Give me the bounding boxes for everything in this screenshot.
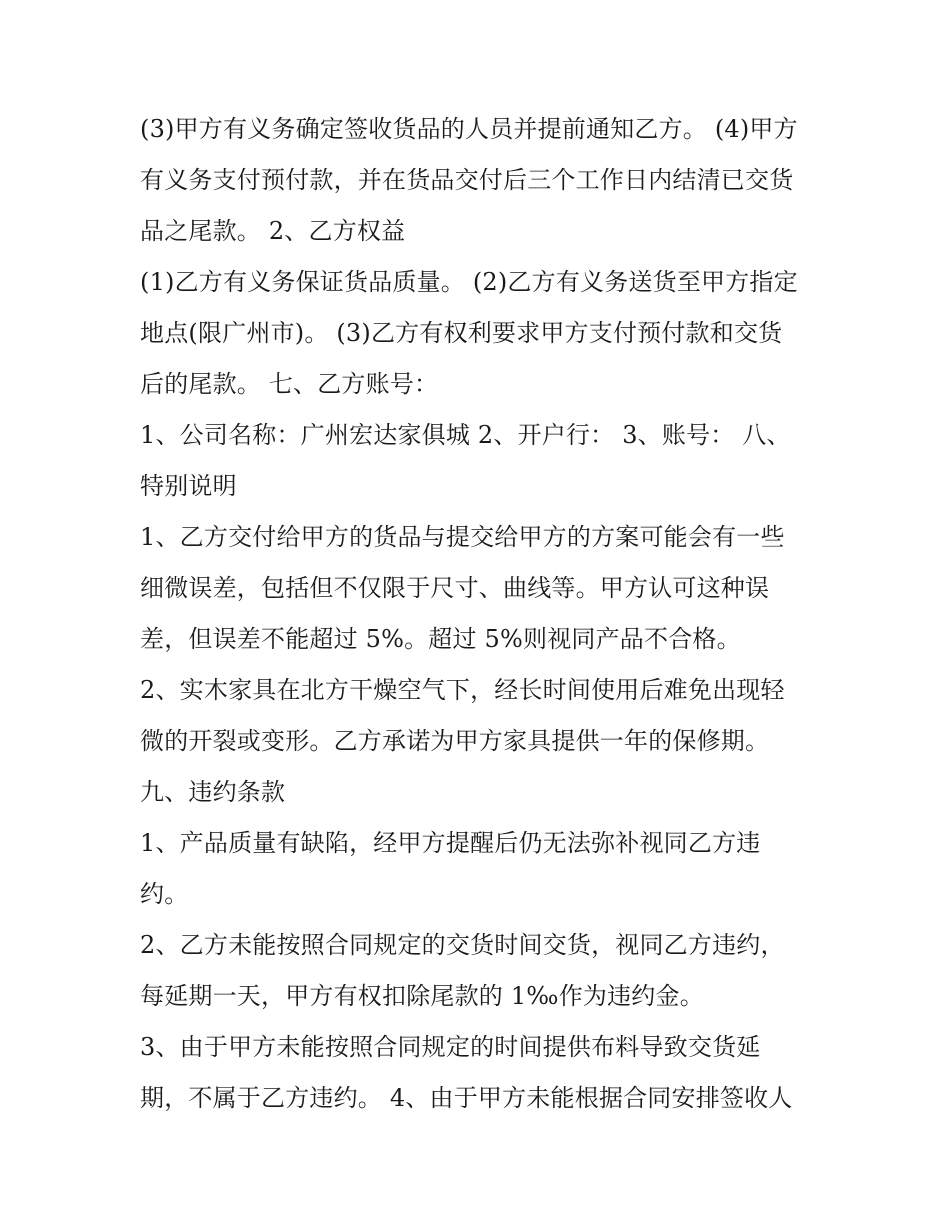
text-line: 1、产品质量有缺陷，经甲方提醒后仍无法弥补视同乙方违 bbox=[140, 829, 761, 857]
text-line: 期，不属于乙方违约。 4、由于甲方未能根据合同安排签收人 bbox=[140, 1084, 793, 1112]
text-line: (1)乙方有义务保证货品质量。 (2)乙方有义务送货至甲方指定 bbox=[140, 268, 798, 296]
text-line: (3)甲方有义务确定签收货品的人员并提前通知乙方。 (4)甲方 bbox=[140, 115, 798, 143]
text-line: 九、违约条款 bbox=[140, 778, 286, 806]
text-line: 后的尾款。 七、乙方账号： bbox=[140, 370, 439, 398]
text-line: 细微误差，包括但不仅限于尺寸、曲线等。甲方认可这种误 bbox=[140, 574, 770, 602]
document-body bbox=[140, 104, 820, 1124]
text-line: 品之尾款。 2、乙方权益 bbox=[140, 217, 406, 245]
text-line: 有义务支付预付款，并在货品交付后三个工作日内结清已交货 bbox=[140, 166, 794, 194]
text-line: 特别说明 bbox=[140, 472, 237, 500]
text-line: 2、乙方未能按照合同规定的交货时间交货，视同乙方违约， bbox=[140, 931, 785, 959]
text-line: 3、由于甲方未能按照合同规定的时间提供布料导致交货延 bbox=[140, 1033, 761, 1061]
text-line: 2、实木家具在北方干燥空气下，经长时间使用后难免出现轻 bbox=[140, 676, 785, 704]
text-line: 地点(限广州市)。 (3)乙方有权利要求甲方支付预付款和交货 bbox=[140, 319, 783, 347]
text-line: 约。 bbox=[140, 880, 189, 908]
text-line: 1、公司名称：广州宏达家俱城 2、开户行： 3、账号： 八、 bbox=[140, 421, 791, 449]
text-line: 差，但误差不能超过 5%。超过 5%则视同产品不合格。 bbox=[140, 625, 741, 653]
text-line: 1、乙方交付给甲方的货品与提交给甲方的方案可能会有一些 bbox=[140, 523, 785, 551]
text-line: 微的开裂或变形。乙方承诺为甲方家具提供一年的保修期。 bbox=[140, 727, 770, 755]
text-line: 每延期一天，甲方有权扣除尾款的 1‰作为违约金。 bbox=[140, 982, 704, 1010]
